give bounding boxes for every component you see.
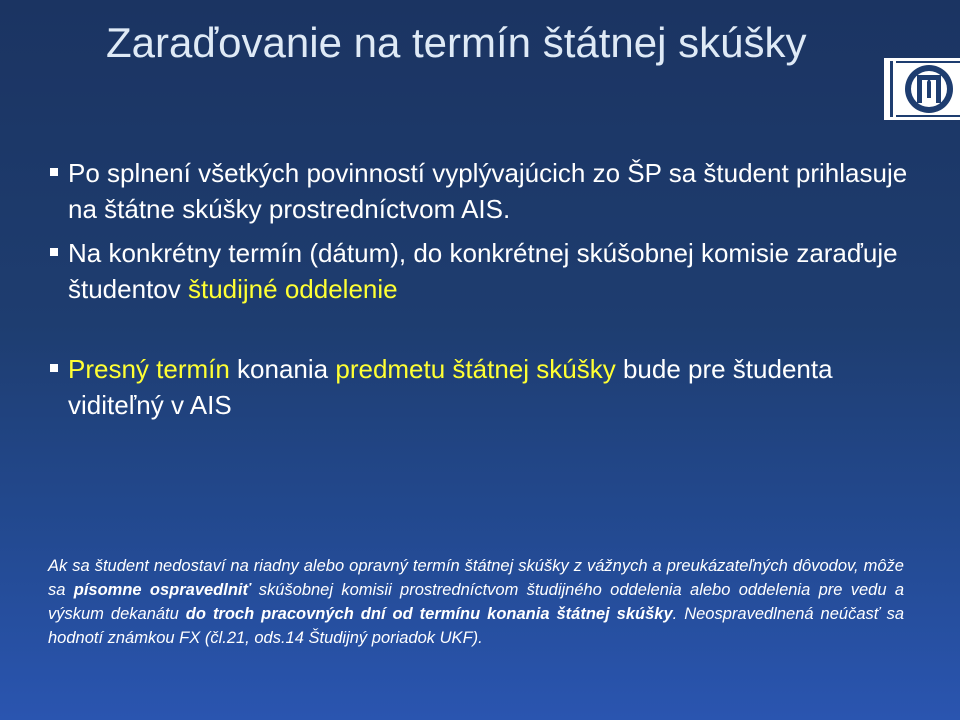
footnote-text: Ak sa študent nedostaví na riadny alebo opravný termín štátnej skúšky z vážnych a preukázateľných dôvodov, môže sa <box>48 556 904 599</box>
bullet-highlight: predmetu štátnej skúšky <box>335 354 616 384</box>
footnote <box>48 554 904 650</box>
footnote-bold: písomne ospravedlniť <box>73 580 251 599</box>
bullet-list <box>48 155 908 431</box>
bullet-marker-icon <box>50 248 58 256</box>
bullet-text: Po splnení všetkých povinností vyplývajúcich zo ŠP sa študent prihlasuje na štátne skúšky prostredníctvom AIS. <box>68 158 908 224</box>
bullet-text: konania <box>229 354 336 384</box>
slide-title: Zaraďovanie na termín štátnej skúšky <box>106 19 807 66</box>
footnote-text: . Neospravedlnená neúčasť sa hodnotí známkou FX (čl.21, ods.14 Študijný poriadok UKF). <box>48 604 905 647</box>
bullet-text: bude pre študenta viditeľný v AIS <box>68 354 833 420</box>
bullet-text: Na konkrétny termín (dátum), do konkrétnej skúšobnej komisie zaraďuje študentov <box>68 238 898 304</box>
bullet-item <box>48 351 908 423</box>
bullet-highlight: Presný termín <box>68 354 230 384</box>
bullet-item <box>48 155 908 227</box>
bullet-highlight: študijné oddelenie <box>187 274 398 304</box>
bullet-marker-icon <box>50 168 58 176</box>
footnote-bold: do troch pracovných dní od termínu konania štátnej skúšky <box>185 604 673 623</box>
bullet-item <box>48 235 908 307</box>
bullet-marker-icon <box>50 364 58 372</box>
university-logo-icon <box>884 58 960 120</box>
footnote-text: skúšobnej komisii prostredníctvom študijného oddelenia alebo oddelenia pre vedu a výskum dekanátu <box>48 580 904 623</box>
